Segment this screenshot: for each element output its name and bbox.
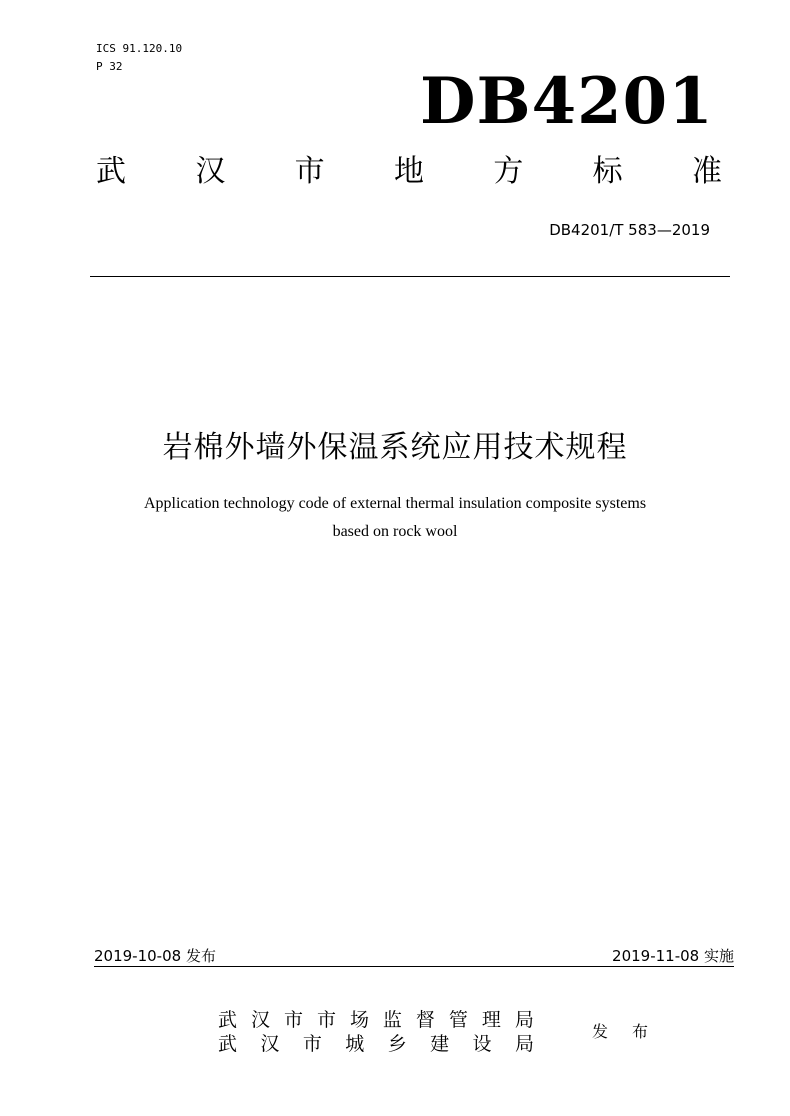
issuer-char: 武 bbox=[218, 1009, 238, 1031]
db-code-logo: DB4201 bbox=[420, 64, 714, 139]
title-chinese: 岩棉外墙外保温系统应用技术规程 bbox=[162, 430, 628, 465]
issuer-char: 武 bbox=[218, 1033, 238, 1055]
effective-date: 2019-11-08 实施 bbox=[612, 947, 734, 965]
heading-char: 武 bbox=[96, 154, 126, 189]
issuer-char: 理 bbox=[481, 1009, 501, 1031]
issuer-char: 汉 bbox=[260, 1033, 280, 1055]
publish-label bbox=[592, 1022, 648, 1042]
heading-char: 准 bbox=[691, 154, 722, 189]
publish-char: 布 bbox=[631, 1022, 648, 1041]
title-english-line: based on rock wool bbox=[332, 523, 458, 540]
title-english-line: Application technology code of external thermal insulation composite systems bbox=[143, 495, 647, 512]
top-divider bbox=[90, 276, 730, 277]
heading-char: 地 bbox=[393, 154, 424, 189]
classification-codes bbox=[96, 40, 182, 76]
heading-char: 标 bbox=[592, 154, 623, 189]
issuer-char: 管 bbox=[448, 1009, 468, 1031]
bottom-divider bbox=[94, 966, 734, 967]
issuer-char: 汉 bbox=[250, 1009, 270, 1031]
issue-date: 2019-10-08 发布 bbox=[94, 947, 216, 965]
heading-char: 汉 bbox=[195, 154, 226, 189]
issuer-char: 局 bbox=[514, 1033, 534, 1055]
heading-char: 市 bbox=[294, 154, 325, 189]
issuer-char: 乡 bbox=[387, 1033, 407, 1055]
issuer-urban-rural-construction bbox=[218, 1032, 534, 1056]
issuing-authorities bbox=[218, 1008, 534, 1056]
issuer-char: 局 bbox=[514, 1009, 534, 1031]
issuer-char: 城 bbox=[345, 1033, 365, 1055]
issuer-char: 市 bbox=[316, 1009, 336, 1031]
issuer-char: 市 bbox=[283, 1009, 303, 1031]
issuer-char: 场 bbox=[349, 1009, 369, 1031]
publish-char: 发 bbox=[592, 1022, 609, 1041]
issuer-char: 监 bbox=[382, 1009, 402, 1031]
issuer-char: 市 bbox=[302, 1033, 322, 1055]
city-local-standard-heading bbox=[96, 152, 722, 192]
ccs-code: P 32 bbox=[96, 60, 123, 73]
issuer-char: 建 bbox=[430, 1033, 450, 1055]
issuer-market-supervision bbox=[218, 1008, 534, 1032]
issuer-char: 设 bbox=[472, 1033, 492, 1055]
title-english bbox=[60, 490, 730, 546]
heading-char: 方 bbox=[493, 154, 524, 189]
standard-number: DB4201/T 583—2019 bbox=[549, 221, 710, 239]
issuer-char: 督 bbox=[415, 1009, 435, 1031]
ics-code: ICS 91.120.10 bbox=[96, 42, 183, 55]
